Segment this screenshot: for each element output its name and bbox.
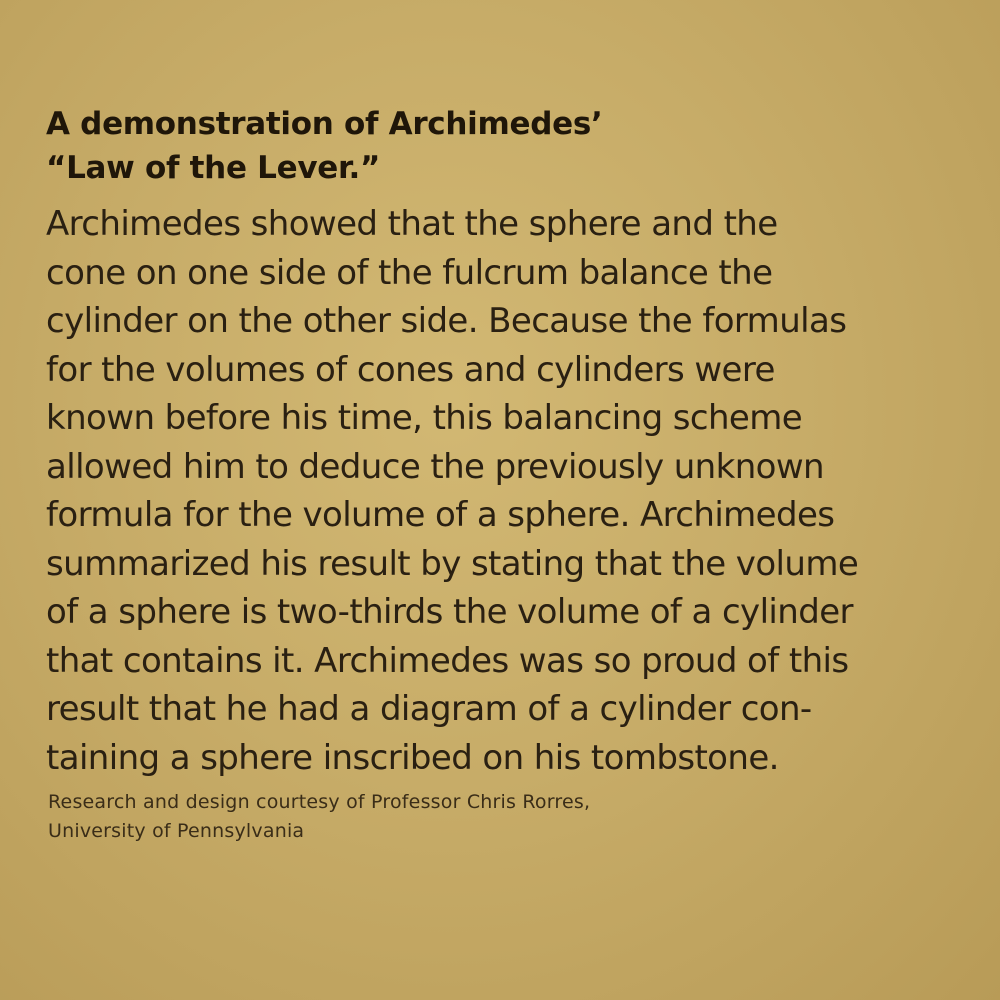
body-line: summarized his result by stating that the volume [46,543,859,584]
body-line: for the volumes of cones and cylinders were [46,349,775,390]
body-line: of a sphere is two-thirds the volume of a cylinder [46,592,853,632]
body-line: that contains it. Archimedes was so proud of this [46,640,849,681]
credit-line: University of Pennsylvania [48,820,305,842]
body-line: taining a sphere inscribed on his tombstone. [46,737,779,778]
title-line: “Law of the Lever.” [46,150,381,186]
body-line: allowed him to deduce the previously unknown [46,446,824,487]
credit-line: Research and design courtesy of Professor Chris Rorres, [48,791,591,813]
body-line: result that he had a diagram of a cylinder con- [46,689,812,729]
body-line: cylinder on the other side. Because the formulas [46,301,847,341]
body-line: formula for the volume of a sphere. Archimedes [46,495,835,535]
placard-credit [48,788,848,846]
body-line: Archimedes showed that the sphere and the [46,204,778,244]
body-line: cone on one side of the fulcrum balance the [46,252,773,293]
title-line: A demonstration of Archimedes’ [46,106,603,142]
body-line: known before his time, this balancing scheme [46,398,803,438]
placard-body [46,200,976,782]
placard-title [46,102,946,190]
